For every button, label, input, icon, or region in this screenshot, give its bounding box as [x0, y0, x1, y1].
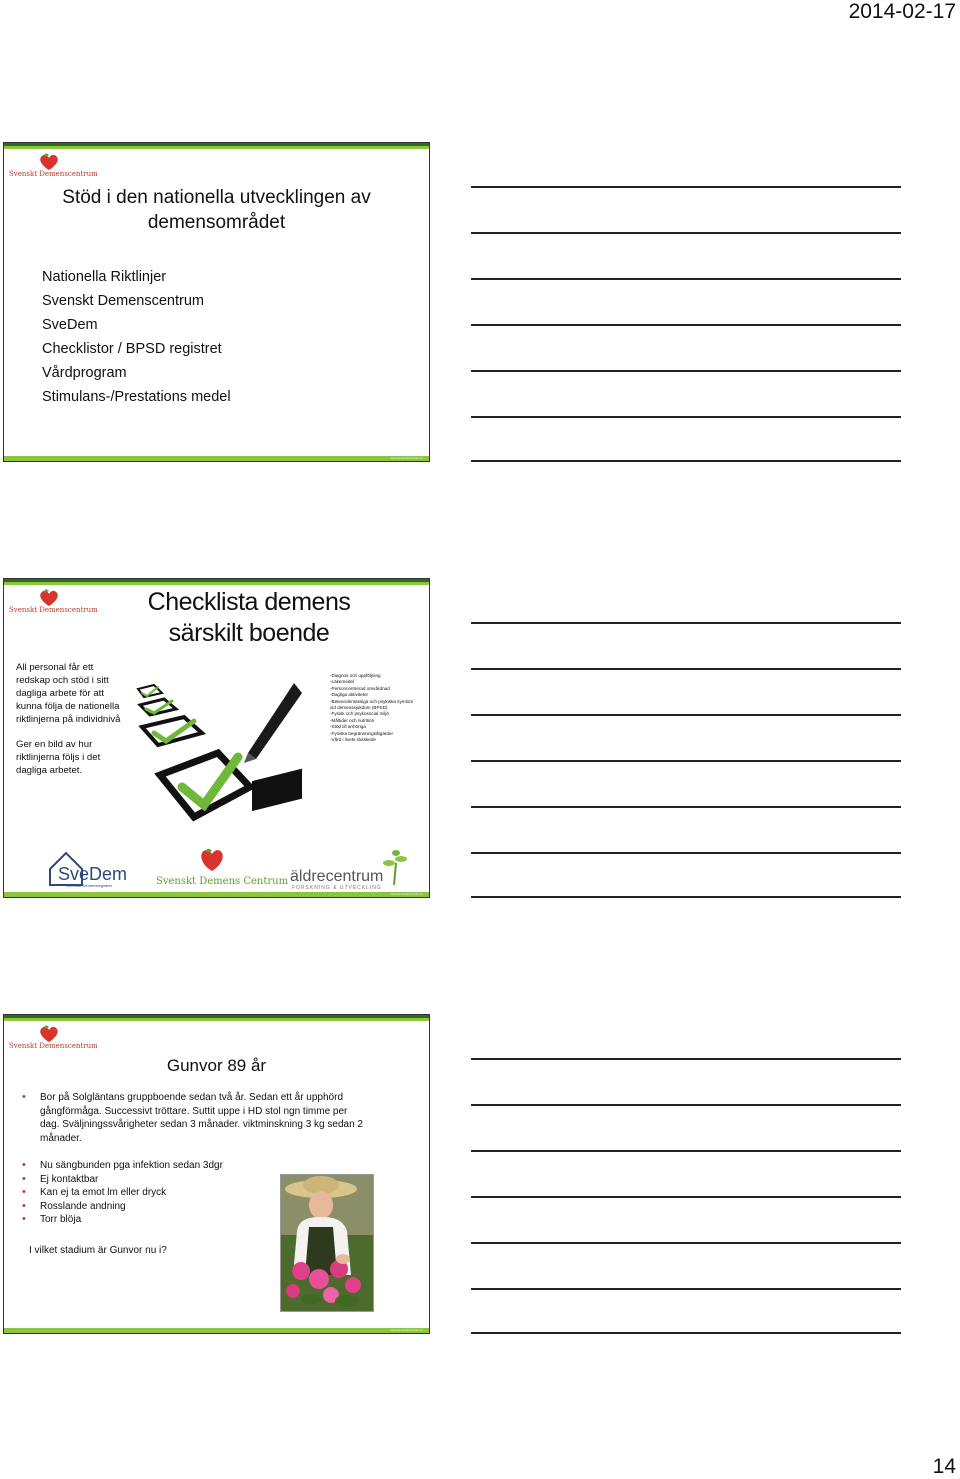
- aldrecentrum-logo: [290, 850, 407, 891]
- topic-item: -Fysisk och psykosocial miljö: [330, 711, 389, 717]
- topic-item: -Måltider och nutrition: [330, 717, 375, 723]
- note-line: [471, 806, 901, 808]
- slide-title: Stöd i den nationella utvecklingen av demensområdet: [62, 187, 371, 233]
- list-item: • Bor på Solgläntans gruppboende sedan två år. Sedan ett år upphörd gångförmåga. Successivt tröttare. Suttit uppe i HD stol ngn timme per dag. Sväljningssvårigheter sedan 3 månader. viktminskning 3 kg sedan 2 månader.: [22, 1091, 367, 1145]
- footer-url: www.demenscentrum.se: [390, 1328, 423, 1332]
- sdc-logo-text: Svenskt Demens Centrum: [156, 876, 289, 887]
- footer-url: www.demenscentrum.se: [390, 892, 423, 896]
- page-date: 2014-02-17: [848, 0, 956, 23]
- logo-text: Svenskt Demenscentrum: [9, 606, 98, 614]
- slide-title: Gunvor 89 år: [166, 1056, 267, 1075]
- list-item: Nationella Riktlinjer: [42, 269, 167, 285]
- note-line: [471, 896, 901, 898]
- svenskt-demenscentrum-logo: [9, 153, 98, 179]
- logo-text: Svenskt Demenscentrum: [9, 1042, 98, 1050]
- slide-top-bar: [4, 579, 429, 585]
- case-question: I vilket stadium är Gunvor nu i?: [29, 1245, 167, 1256]
- svedem-logo-subtitle: Svenska Demensregistret: [66, 883, 112, 888]
- slide-bottom-bar: [4, 1328, 429, 1333]
- aldrecentrum-logo-subtitle: FORSKNING & UTVECKLING: [292, 885, 382, 891]
- topic-item: -Vård i livets slutskede: [330, 737, 376, 743]
- notes-lines-1: [471, 142, 901, 462]
- list-item: Vårdprogram: [42, 365, 127, 381]
- slide-title: Checklista demens särskilt boende: [147, 588, 351, 647]
- note-line: [471, 1242, 901, 1244]
- checklist-illustration: [132, 683, 302, 841]
- slide-top-bar: [4, 1015, 429, 1021]
- svenskt-demenscentrum-logo: [9, 589, 98, 615]
- topic-item: -Personcentrerad omvårdnad: [330, 685, 390, 691]
- list-item: Checklistor / BPSD registret: [42, 341, 222, 357]
- list-item: • Ej kontaktbar: [22, 1173, 367, 1187]
- note-line: [471, 668, 901, 670]
- note-line: [471, 324, 901, 326]
- note-line: [471, 1196, 901, 1198]
- list-item: Svenskt Demenscentrum: [42, 293, 204, 309]
- slide-3: [3, 1014, 430, 1334]
- topic-item: -Dagliga aktiviteter: [330, 692, 369, 698]
- footer-url: www.demenscentrum.se: [390, 456, 423, 460]
- note-line: [471, 760, 901, 762]
- page-number: 14: [932, 1455, 956, 1478]
- description-paragraph: Ger en bild av hur riktlinjerna följs i det dagliga arbetet.: [16, 739, 101, 776]
- note-line: [471, 232, 901, 234]
- notes-lines-2: [471, 578, 901, 898]
- topic-item: -Läkemedel: [330, 679, 355, 685]
- note-line: [471, 370, 901, 372]
- note-line: [471, 714, 901, 716]
- topic-item: -Fysiska begränsningsåtgärder: [330, 730, 394, 736]
- note-line: [471, 186, 901, 188]
- slide-bottom-bar: [4, 892, 429, 897]
- partner-logos: [44, 847, 424, 893]
- list-item: • Kan ej ta emot lm eller dryck: [22, 1186, 367, 1200]
- list-item: • Torr blöja: [22, 1213, 367, 1227]
- note-line: [471, 460, 901, 462]
- note-line: [471, 1104, 901, 1106]
- slide-item-list: [42, 265, 231, 409]
- note-line: [471, 278, 901, 280]
- topic-item: -Stöd till anhöriga: [330, 724, 366, 730]
- description-paragraph: All personal får ett redskap och stöd i sitt dagliga arbete för att kunna följa de nationella riktlinjerna på individnivå: [16, 662, 121, 725]
- note-line: [471, 622, 901, 624]
- svenskt-demenscentrum-logo: [9, 1025, 98, 1051]
- sdc-logo: [156, 849, 289, 887]
- topic-list: [330, 673, 420, 743]
- description-text: [16, 661, 126, 789]
- aldrecentrum-logo-text: äldrecentrum: [290, 868, 384, 885]
- list-item: • Rosslande andning: [22, 1200, 367, 1214]
- slide-2: [3, 578, 430, 898]
- notes-lines-3: [471, 1014, 901, 1334]
- list-item: • Nu sängbunden pga infektion sedan 3dgr: [22, 1159, 367, 1173]
- svedem-logo-text: SveDem: [58, 864, 128, 884]
- note-line: [471, 1058, 901, 1060]
- note-line: [471, 1332, 901, 1334]
- topic-item: -Diagnos och uppföljning: [330, 673, 381, 678]
- slide-1: [3, 142, 430, 462]
- svedem-logo: [50, 853, 127, 888]
- logo-text: Svenskt Demenscentrum: [9, 170, 98, 178]
- note-line: [471, 416, 901, 418]
- list-item: SveDem: [42, 317, 98, 333]
- note-line: [471, 1288, 901, 1290]
- note-line: [471, 1150, 901, 1152]
- list-item: Stimulans-/Prestations medel: [42, 389, 231, 405]
- note-line: [471, 852, 901, 854]
- topic-item: -Beteendemässiga och psykiska symtom vid demenssjukdom (BPSD): [330, 698, 414, 711]
- slide-bottom-bar: [4, 456, 429, 461]
- woman-with-flowers-photo: [280, 1174, 374, 1312]
- slide-top-bar: [4, 143, 429, 149]
- case-description-list: [22, 1091, 367, 1145]
